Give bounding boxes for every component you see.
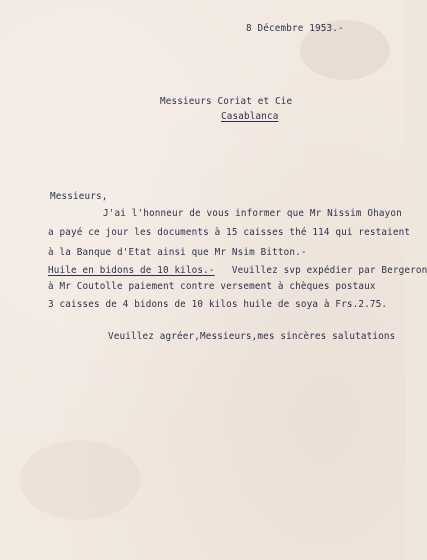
subject-heading: Huile en bidons de 10 kilos.- bbox=[48, 265, 215, 276]
salutation: Messieurs, bbox=[50, 191, 108, 202]
paper-stain bbox=[20, 440, 140, 520]
addressee-city: Casablanca bbox=[221, 111, 279, 122]
body-line bbox=[48, 265, 427, 276]
body-line-text: Veuillez svp expédier par Bergeron bbox=[231, 265, 427, 276]
closing-line: Veuillez agréer,Messieurs,mes sincères salutations bbox=[108, 331, 396, 342]
addressee-name: Messieurs Coriat et Cie bbox=[160, 96, 293, 107]
body-line: à Mr Coutolle paiement contre versement à chèques postaux bbox=[48, 281, 376, 292]
body-line: 3 caisses de 4 bidons de 10 kilos huile de soya à Frs.2.75. bbox=[48, 299, 388, 310]
body-line: a payé ce jour les documents à 15 caisses thé 114 qui restaient bbox=[48, 227, 411, 238]
body-line: J'ai l'honneur de vous informer que Mr Nissim Ohayon bbox=[103, 208, 402, 219]
letter-date: 8 Décembre 1953.- bbox=[246, 23, 344, 34]
body-line: à la Banque d'Etat ainsi que Mr Nsim Bitton.- bbox=[48, 247, 307, 258]
